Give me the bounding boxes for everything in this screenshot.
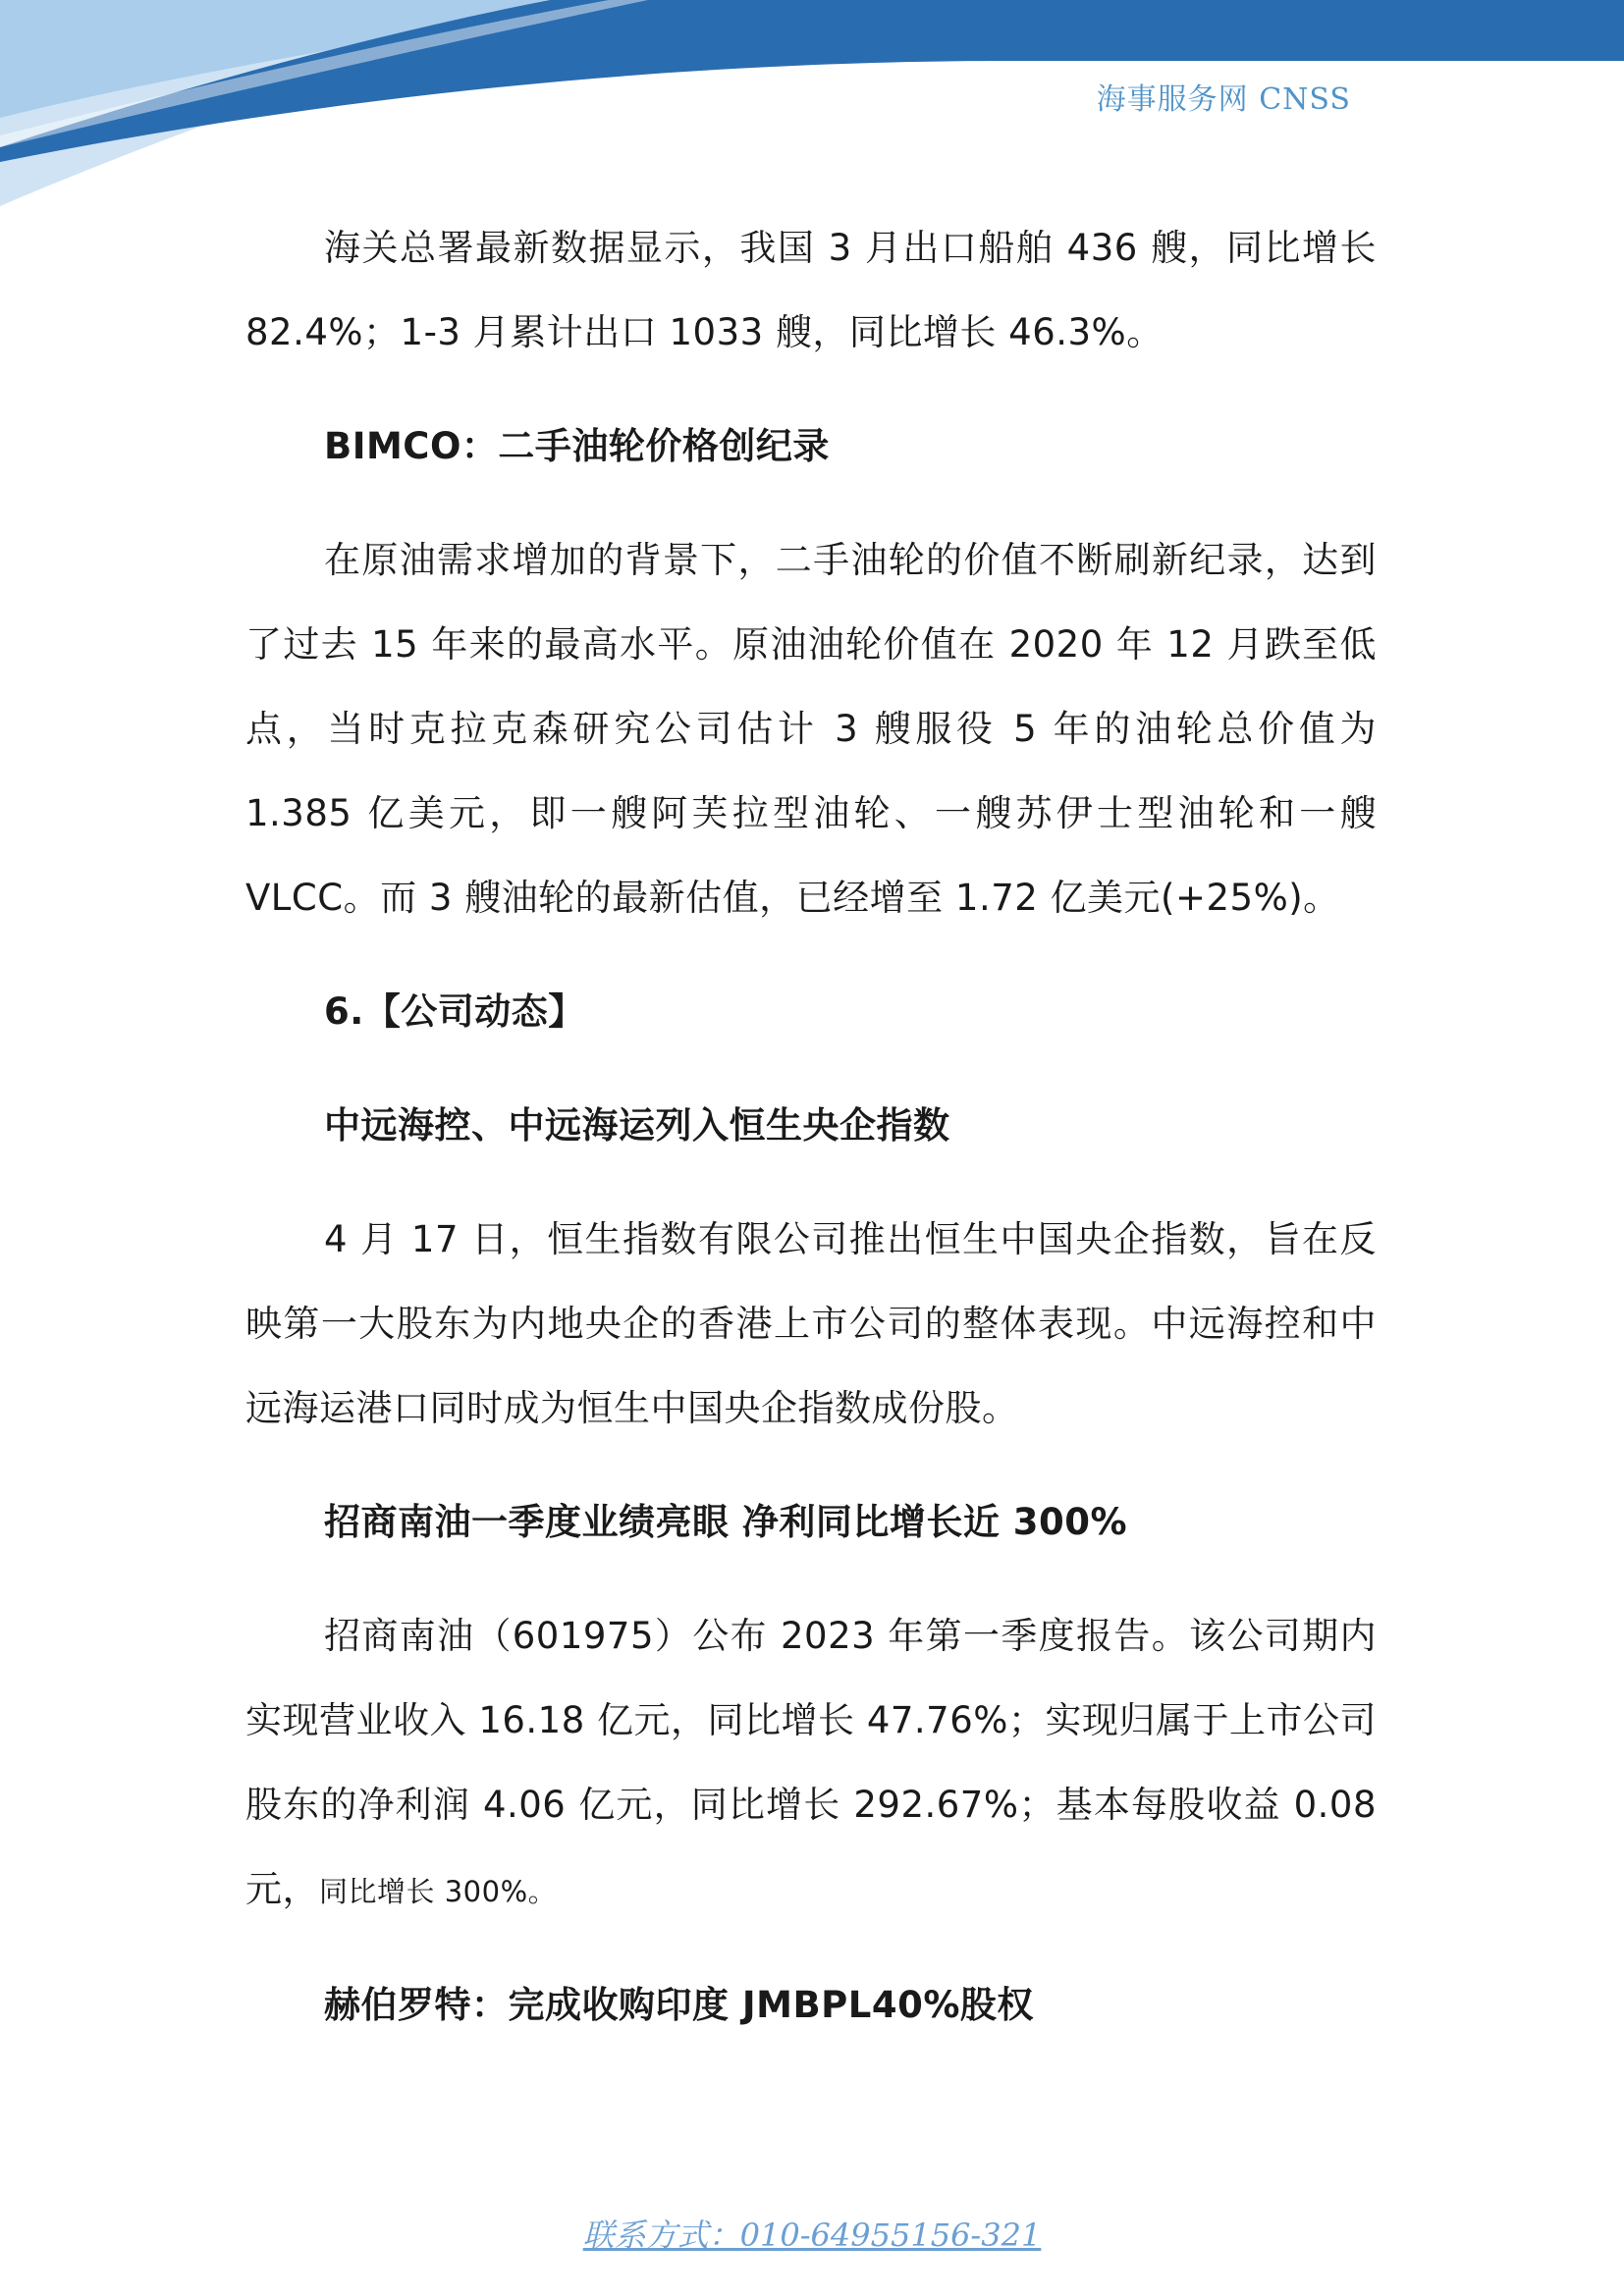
paragraph-ship-exports: 海关总署最新数据显示，我国 3 月出口船舶 436 艘，同比增长 82.4%；1-3 月累计出口 1033 艘，同比增长 46.3%。: [245, 227, 1377, 353]
paragraph-tanker-values: 在原油需求增加的背景下，二手油轮的价值不断刷新纪录，达到了过去 15 年来的最高水平。原油油轮价值在 2020 年 12 月跌至低点，当时克拉克森研究公司估计 3 艘服役 5 年的油轮总价值为 1.385 亿美元，即一艘阿芙拉型油轮、一艘苏伊士型油轮和一艘 VLCC。而 3 艘油轮的最新估值，已经增至 1.72 亿美元(+25%)。: [245, 539, 1377, 919]
heading-cosco-index: 中远海控、中远海运列入恒生央企指数: [324, 1104, 950, 1147]
heading-hapag-lloyd-acquisition: 赫伯罗特：完成收购印度 JMBPL40%股权: [324, 1984, 1034, 2026]
heading-company-news: 6.【公司动态】: [324, 990, 585, 1033]
site-name: 海事服务网 CNSS: [1096, 82, 1351, 117]
q1-report-tail: 同比增长 300%。: [319, 1875, 558, 1908]
q1-report-main: 招商南油（601975）公布 2023 年第一季度报告。该公司期内实现营业收入 16.18 亿元，同比增长 47.76%；实现归属于上市公司股东的净利润 4.06 亿元，同比增长 292.67%；基本每股收益 0.08 元，: [245, 1615, 1377, 1910]
heading-cm-nanyou-results: 招商南油一季度业绩亮眼 净利同比增长近 300%: [324, 1501, 1128, 1543]
paragraph-q1-report: [245, 1594, 1377, 1934]
document-body: [245, 206, 1377, 2077]
heading-bimco-tankers: BIMCO：二手油轮价格创纪录: [324, 425, 830, 467]
paragraph-hang-seng-index: 4 月 17 日，恒生指数有限公司推出恒生中国央企指数，旨在反映第一大股东为内地央企的香港上市公司的整体表现。中远海控和中远海运港口同时成为恒生中国央企指数成份股。: [245, 1218, 1377, 1429]
footer-contact: 联系方式：010-64955156-321: [582, 2216, 1042, 2254]
